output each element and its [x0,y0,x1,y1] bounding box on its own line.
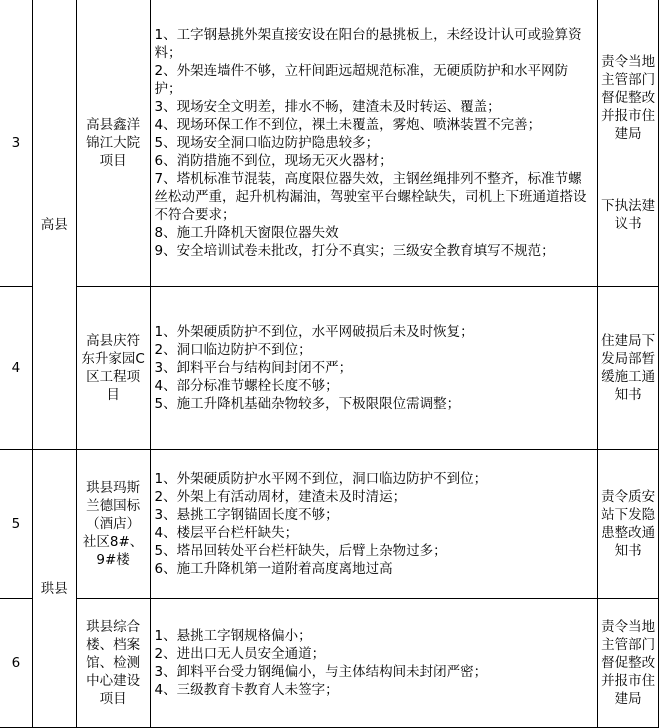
issues-cell [150,287,598,450]
table-row [0,0,659,287]
issue-item: 2、外架上有活动周材，建渣未及时清运； [154,489,407,505]
issue-item: 8、施工升降机天窗限位器失效 [154,225,339,241]
issue-item: 4、部分标准节螺栓长度不够； [154,378,339,394]
table-row [0,450,659,599]
row-number: 6 [0,599,32,728]
issue-item: 1、外架硬质防护不到位，水平网破损后未及时恢复； [154,324,474,340]
issue-item: 1、工字钢悬挑外架直接安设在阳台的悬挑板上，未经设计认可或验算资料； [154,27,582,61]
issue-item: 4、楼层平台栏杆缺失； [154,525,299,541]
row-number: 4 [0,287,32,450]
issues-cell [150,599,598,728]
issue-item: 3、卸料平台与结构间封闭不严； [154,360,353,376]
project-name: 珙县玛斯兰德国标（酒店）社区8#、9#楼 [76,450,150,599]
issue-item: 6、消防措施不到位，现场无灭火器材； [154,153,393,169]
issue-item: 4、三级教育卡教育人未签字； [154,682,339,698]
row-number: 5 [0,450,32,599]
issues-cell [150,0,598,287]
table-row [0,287,659,450]
issue-item: 3、现场安全文明差，排水不畅，建渣未及时转运、覆盖； [154,99,501,115]
issue-item: 3、卸料平台受力钢绳偏小，与主体结构间未封闭严密； [154,664,488,680]
issue-item: 5、塔吊回转处平台栏杆缺失，后臂上杂物过多； [154,543,447,559]
project-name: 珙县综合楼、档案馆、检测中心建设项目 [76,599,150,728]
issue-item: 6、施工升降机第一道附着高度离地过高 [154,561,393,577]
issue-item: 2、进出口无人员安全通道； [154,646,326,662]
issue-item: 9、安全培训试卷未批改，打分不真实；三级安全教育填写不规范； [154,243,555,259]
project-name: 高县庆符东升家园C区工程项目 [76,287,150,450]
county-cell: 高县 [32,0,76,450]
issues-cell [150,450,598,599]
project-name: 高县鑫洋锦江大院项目 [76,0,150,287]
issue-item: 4、现场环保工作不到位，裸土未覆盖，雾炮、喷淋装置不完善； [154,117,542,133]
issue-item: 1、悬挑工字钢规格偏小； [154,628,312,644]
issue-item: 5、施工升降机基础杂物较多，下极限限位需调整； [154,396,461,412]
issue-item: 1、外架硬质防护水平网不到位，洞口临边防护不到位； [154,471,488,487]
issue-item: 2、外架连墙件不够，立杆间距远超规范标准，无硬质防护和水平网防护； [154,63,569,97]
issue-item: 7、塔机标准节混装，高度限位器失效，主钢丝绳排列不整齐，标准节螺丝松动严重，起升机构漏油，驾驶室平台螺栓缺失，司机上下班通道搭设不符合要求； [154,171,587,223]
measure-cell: 责令质安站下发隐患整改通知书 [598,450,659,599]
measure-cell: 住建局下发局部暂缓施工通知书 [598,287,659,450]
county-cell: 珙县 [32,450,76,728]
table-row [0,599,659,728]
issue-item: 5、现场安全洞口临边防护隐患较多； [154,135,380,151]
measure-text: 责令当地主管部门督促整改并报市住建局 [601,54,656,142]
measure-text-secondary: 下执法建议书 [601,198,656,232]
row-number: 3 [0,0,32,287]
issue-item: 2、洞口临边防护不到位； [154,342,312,358]
measure-cell [598,0,659,287]
measure-cell: 责令当地主管部门督促整改并报市住建局 [598,599,659,728]
issue-item: 3、悬挑工字钢锚固长度不够； [154,507,339,523]
